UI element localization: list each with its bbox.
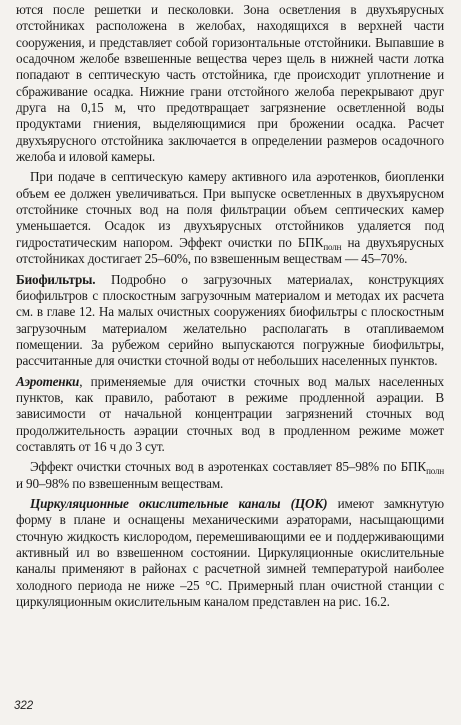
- term-circulation-channels: Циркуляционные окислительные каналы (ЦОК): [30, 495, 328, 511]
- bod-subscript: полн: [323, 241, 342, 252]
- paragraph-two-tier-settler: [16, 2, 444, 165]
- paragraph-text: ются после решетки и песколовки. Зона осветления в двухъярусных отстойниках расположена в желобах, находящихся в верхней части сооружения, и представляет собой горизонтальные отстойники. Выпавшие в осадочном желобе взвешенные вещества через щель в нижней части лотка попадают в септическую часть отстойника, где происходит уплотнение и сбраживание осадка. Нижние грани отстойного желоба перекрывают друг друга на 0,15 м, что предотвращает загрязнение осветленной воды продуктами гниения, выделяющимися при брожении осадка. Расчет двухъярусного отстойника заключается в определении размеров осадочного желоба и иловой камеры.: [16, 2, 444, 165]
- paragraph-text: и 90–98% по взвешенным веществам.: [16, 475, 224, 491]
- paragraph-text: , применяемые для очистки сточных вод малых населенных пунктов, как правило, работают в режиме продленной аэрации. В зависимости от начальной концентрации загрязнений сточных вод продолжительность аэрации сточных вод в продленном режиме может составлять от 16 ч до 3 сут.: [16, 373, 444, 454]
- paragraph-text: Подробно о загрузочных материалах, конструкциях биофильтров с плоскостным загрузочным материалом и методах их расчета см. в главе 12. На малых очистных сооружениях биофильтры с плоскостным загрузочным материалом желательно располагать в отапливаемом помещении. За рубежом серийно выпускаются погружные биофильтры, рассчитанные для очистки сточной воды от небольших населенных пунктов.: [16, 271, 444, 369]
- paragraph-biofilters: [16, 272, 444, 370]
- bod-subscript: полн: [426, 466, 444, 477]
- paragraph-aerotank-efficiency: [16, 459, 444, 492]
- term-biofilters: Биофильтры.: [16, 271, 96, 287]
- paragraph-text: имеют замкнутую форму в плане и оснащены механическими аэраторами, насыщающими сточную жидкость кислородом, перемешивающими ее и поддерживающими активный ил во взвешенном состоянии. Циркуляционные окислительные каналы применяют в районах с расчетной зимней температурой наиболее холодного периода не ниже –25 °С. Примерный план очистной станции с циркуляционным окислительным каналом представлен на рис. 16.2.: [16, 495, 444, 610]
- paragraph-text: Эффект очистки сточных вод в аэротенках составляет 85–98% по БПК: [30, 459, 427, 475]
- term-aerotanks: Аэротенки: [16, 373, 80, 389]
- paragraph-aerotanks: [16, 374, 444, 456]
- paragraph-text: на двухъярусных отстойниках достигает 25–60%, по взвешенным веществам — 45–70%.: [16, 234, 444, 267]
- paragraph-circulation-channels: [16, 496, 444, 610]
- page-body: [16, 2, 444, 610]
- paragraph-text: При подаче в септическую камеру активного ила аэротенков, биопленки объем ее должен увеличиваться. При выпуске осветленных в двухъярусном отстойнике сточных вод на поля фильтрации объем септических камер уменьшается. Осадок из двухъярусных отстойников удаляется под гидростатическим напором. Эффект очистки по БПК: [16, 169, 444, 250]
- paragraph-septic-chamber: [16, 169, 444, 267]
- page-number: 322: [14, 700, 34, 712]
